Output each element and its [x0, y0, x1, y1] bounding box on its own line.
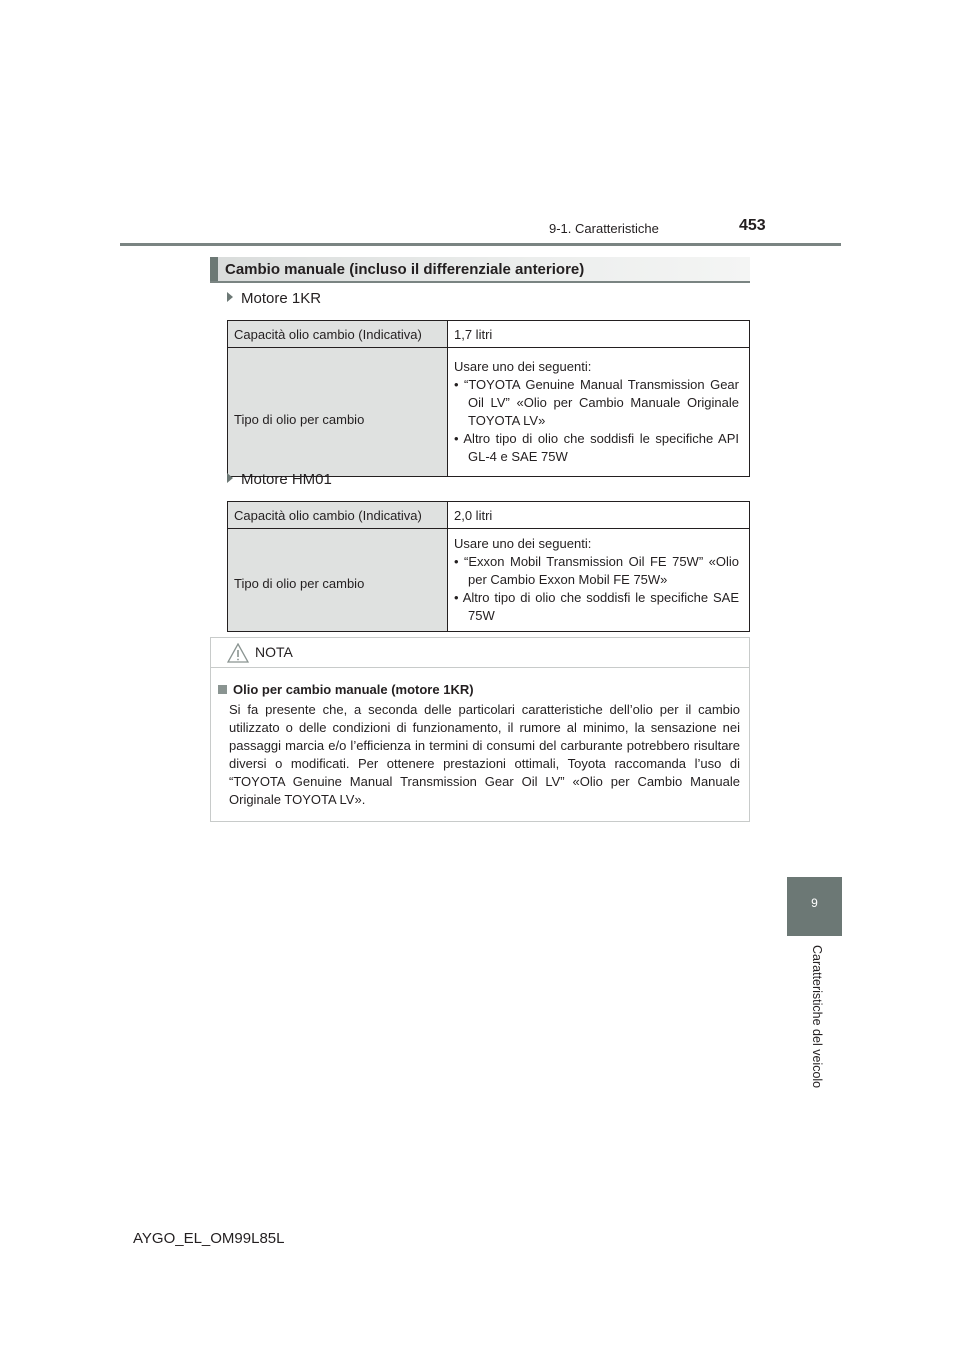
spec-table-hm01: [227, 501, 750, 632]
table-row: [228, 502, 750, 529]
heading-accent-bar: [210, 257, 218, 281]
engine-name: Motore 1KR: [241, 290, 322, 307]
capacity-value: 1,7 litri: [448, 321, 750, 348]
square-bullet-icon: [218, 685, 227, 694]
nota-subtitle-text: Olio per cambio manuale (motore 1KR): [233, 682, 474, 697]
page-number: 453: [739, 217, 766, 234]
nota-body: Si fa presente che, a seconda delle particolari caratteristiche dell’olio per il cambio utilizzato o delle condizioni di funzionamento, il rumore al minimo, la sensazione nei passaggi marcia e/o l’efficienza in termini di consumi del carburante potrebbero risultare diversi o modificati. Per ottenere prestazioni ottimali, Toyota raccomanda l’uso di “TOYOTA Genuine Manual Transmission Gear Oil LV” «Olio per Cambio Manuale Originale TOYOTA LV».: [229, 702, 740, 807]
engine-heading-hm01: [227, 471, 332, 488]
nota-header: [211, 638, 749, 668]
oil-option: • Altro tipo di olio che soddisfi le specifiche SAE 75W: [454, 590, 739, 623]
nota-box: [210, 637, 750, 822]
nota-title: NOTA: [255, 644, 293, 660]
oil-type-label: Tipo di olio per cambio: [228, 348, 448, 477]
header-divider: [120, 243, 841, 246]
oil-option: • Altro tipo di olio che soddisfi le specifiche API GL-4 e SAE 75W: [454, 431, 739, 464]
oil-type-label: Tipo di olio per cambio: [228, 529, 448, 632]
document-code: AYGO_EL_OM99L85L: [133, 1230, 285, 1247]
table-row: [228, 529, 750, 632]
engine-heading-1kr: [227, 290, 321, 307]
capacity-value: 2,0 litri: [448, 502, 750, 529]
oil-intro: Usare uno dei seguenti:: [454, 536, 592, 551]
oil-option: • “TOYOTA Genuine Manual Transmission Gear Oil LV” «Olio per Cambio Manuale Originale TOYOTA LV»: [454, 377, 739, 428]
engine-name: Motore HM01: [241, 471, 332, 488]
spec-table-1kr: [227, 320, 750, 477]
table-row: [228, 321, 750, 348]
section-heading: [210, 257, 750, 283]
nota-subtitle: [218, 682, 474, 697]
oil-option: • “Exxon Mobil Transmission Oil FE 75W” «Olio per Cambio Exxon Mobil FE 75W»: [454, 554, 739, 587]
chapter-label: Caratteristiche del veicolo: [810, 945, 824, 1089]
triangle-bullet-icon: [227, 473, 233, 483]
section-heading-text: Cambio manuale (incluso il differenziale anteriore): [225, 261, 585, 278]
triangle-bullet-icon: [227, 292, 233, 302]
chapter-number: 9: [811, 896, 818, 910]
table-row: [228, 348, 750, 477]
oil-type-cell: [448, 529, 750, 632]
header-section-title: 9-1. Caratteristiche: [549, 221, 659, 236]
oil-intro: Usare uno dei seguenti:: [454, 359, 592, 374]
capacity-label: Capacità olio cambio (Indicativa): [228, 502, 448, 529]
warning-triangle-icon: [227, 643, 249, 663]
capacity-label: Capacità olio cambio (Indicativa): [228, 321, 448, 348]
oil-type-cell: [448, 348, 750, 477]
chapter-tab: [787, 877, 842, 936]
